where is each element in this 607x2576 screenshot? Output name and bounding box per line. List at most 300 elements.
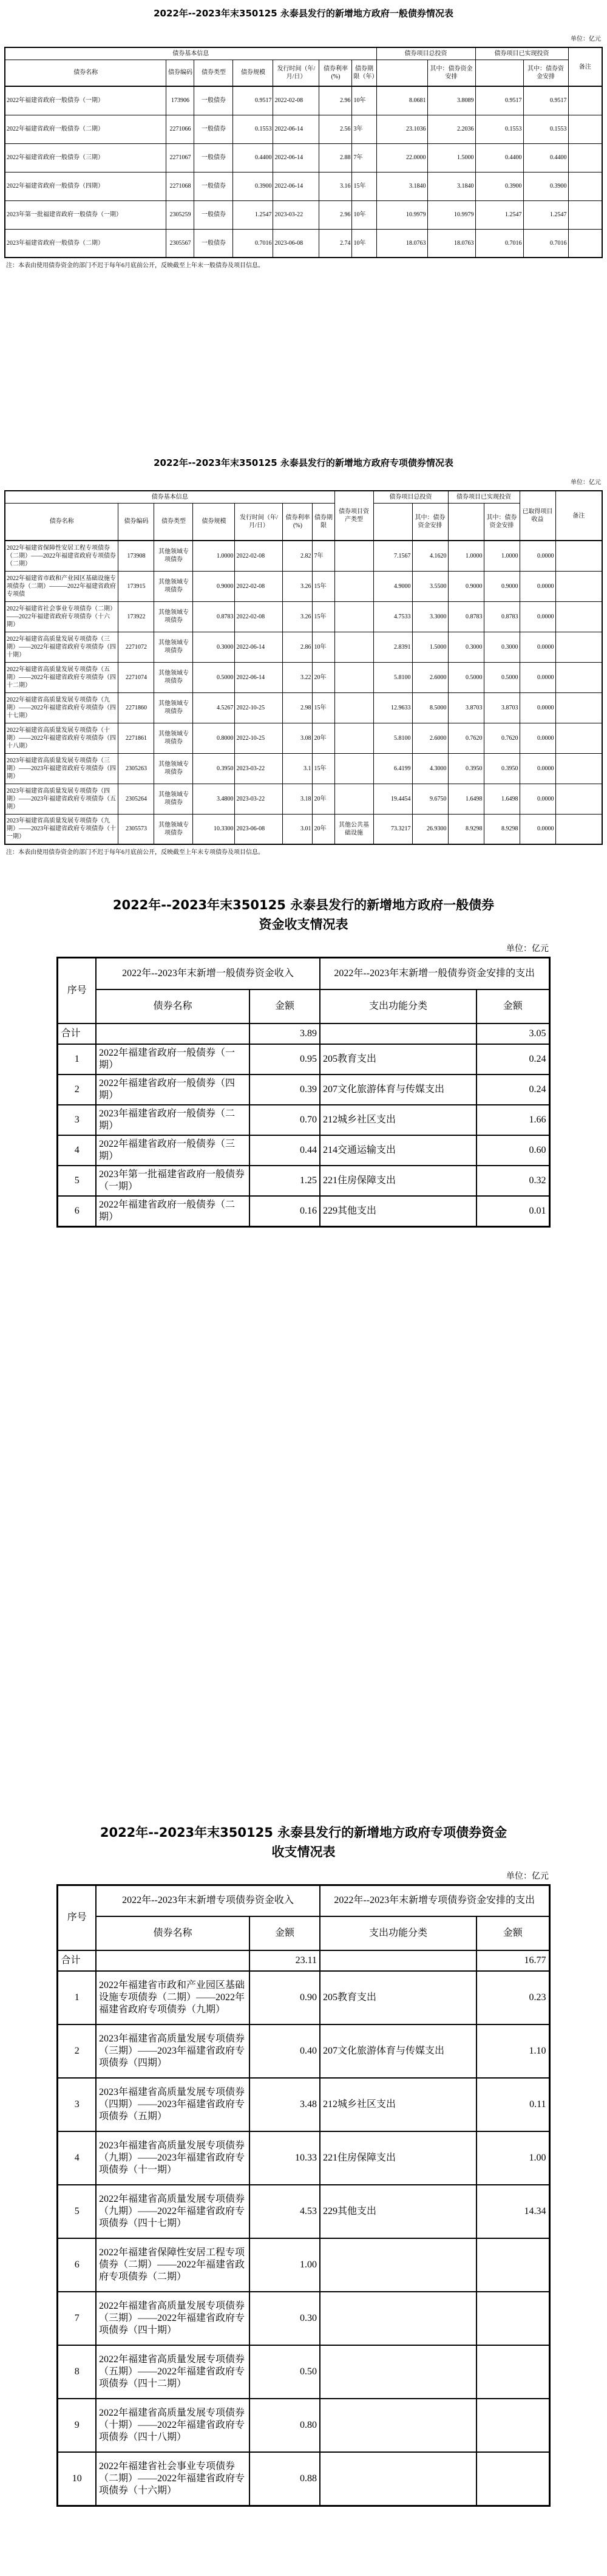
unit-label-special: 单位：亿元 [571, 479, 601, 486]
header-remark: 备注 [555, 491, 602, 541]
general-bond-table-header [5, 47, 602, 86]
cell: 其他领域专项债券 [154, 814, 193, 844]
cell: 0.4400 [475, 143, 523, 172]
header-income-group: 2022年--2023年末新增专项债券资金收入 [96, 1885, 320, 1916]
cell: 一般债券 [194, 115, 233, 143]
header-issue-date: 发行时间（年/月/日） [235, 503, 283, 541]
cell: 0.0000 [520, 662, 555, 692]
table-row [58, 1196, 549, 1227]
cell: 10年 [313, 632, 334, 662]
cell [334, 692, 373, 723]
cell: 0.0000 [520, 571, 555, 601]
table-row [5, 86, 602, 115]
cell: 0.3950 [193, 753, 235, 784]
cell: 2022年福建省高质量发展专项债券（十期）——2022年福建省政府专项债券（四十八期） [5, 723, 118, 753]
cell [320, 2345, 476, 2399]
cell: 212城乡社区支出 [320, 1105, 476, 1135]
cell: 205教育支出 [320, 1971, 476, 2024]
cell: 0.32 [476, 1166, 549, 1196]
cell: 2305259 [166, 200, 194, 229]
cell [476, 2345, 549, 2399]
cell: 4.1620 [412, 541, 448, 571]
cell: 16.77 [476, 1950, 549, 1971]
cell: 229其他支出 [320, 2185, 476, 2238]
cell: 1.0000 [193, 541, 235, 571]
cell: 0.8783 [484, 601, 520, 632]
cell: 1.5000 [427, 143, 475, 172]
cell: 2271860 [118, 692, 154, 723]
cell [334, 662, 373, 692]
cell: 2022-02-08 [235, 541, 283, 571]
cell: 4.5267 [193, 692, 235, 723]
cell [334, 632, 373, 662]
cell: 3.26 [283, 601, 313, 632]
cell: 26.9300 [412, 814, 448, 844]
cell [320, 2292, 476, 2345]
cell: 0.7016 [475, 229, 523, 258]
cell: 0.3000 [193, 632, 235, 662]
table-row [5, 662, 602, 692]
cell: 214交通运输支出 [320, 1135, 476, 1166]
special-bond-report-title: 2022年--2023年末350125 永泰县发行的新增地方政府专项债券情况表 [154, 457, 453, 468]
cell: 3.18 [283, 784, 313, 814]
cell: 0.3900 [475, 172, 523, 200]
cell: 0.3000 [484, 632, 520, 662]
cell: 2022年福建省政府一般债券（一期） [96, 1044, 249, 1074]
header-income-group: 2022年--2023年末新增一般债券资金收入 [96, 958, 320, 989]
cell: 2022年福建省政府一般债券（三期） [96, 1135, 249, 1166]
cell: 3.5500 [412, 571, 448, 601]
cell: 2022年福建省社会事业专项债券（二期）——2022年福建省政府专项债券（十六期） [5, 601, 118, 632]
cell: 1.2547 [475, 200, 523, 229]
cell [555, 692, 602, 723]
cell: 2022年福建省市政和产业园区基础设施专项债券（二期）——2022年福建省政府专项债券（九期） [96, 1971, 249, 2024]
cell: 18.0763 [376, 229, 427, 258]
cell: 1.6498 [484, 784, 520, 814]
cell: 2.82 [283, 541, 313, 571]
table-row [58, 2292, 549, 2345]
cell: 2022-02-08 [235, 571, 283, 601]
header-asset-type: 债券项目资产类型 [334, 491, 373, 541]
special-funds-table-header [58, 1885, 549, 1950]
cell: 4.3000 [412, 753, 448, 784]
cell: 0.9000 [484, 571, 520, 601]
cell [96, 1023, 249, 1044]
cell: 3年 [352, 115, 376, 143]
cell [555, 723, 602, 753]
table-row [58, 1135, 549, 1166]
cell: 7.1567 [373, 541, 412, 571]
header-total-inv-bond-share: 其中：债券资金安排 [412, 503, 448, 541]
cell: 23.11 [249, 1950, 320, 1971]
cell: 0.44 [249, 1135, 320, 1166]
cell: 3.8089 [427, 86, 475, 115]
cell [568, 172, 602, 200]
cell [320, 2399, 476, 2452]
cell: 0.5000 [448, 662, 484, 692]
cell: 20年 [313, 814, 334, 844]
table-row [58, 2185, 549, 2238]
table-row [5, 571, 602, 601]
cell: 0.60 [476, 1135, 549, 1166]
cell: 2022-06-14 [273, 115, 319, 143]
header-realized-investment: 债券项目已实现投资 [475, 47, 568, 60]
header-income-gained: 已取得项目收益 [520, 491, 555, 541]
cell: 1.6498 [448, 784, 484, 814]
table-row [5, 143, 602, 172]
cell: 0.50 [249, 2345, 320, 2399]
general-funds-table-body [58, 1023, 549, 1227]
unit-label-special-funds: 单位：亿元 [506, 1871, 549, 1881]
cell: 212城乡社区支出 [320, 2078, 476, 2131]
cell: 2271067 [166, 143, 194, 172]
cell: 5.8100 [373, 723, 412, 753]
cell: 20年 [313, 662, 334, 692]
header-group-row [58, 958, 549, 989]
header-remark: 备注 [568, 47, 602, 86]
table-row [58, 2345, 549, 2399]
header-bond-type: 债券类型 [154, 503, 193, 541]
general-bond-table-note: 注：本表由使用债券资金的部门不迟于每年6月底前公开，反映截至上年末一般债券及项目信息。 [6, 262, 264, 269]
cell: 0.7620 [484, 723, 520, 753]
cell: 2022-02-08 [273, 86, 319, 115]
unit-label-general-funds: 单位：亿元 [506, 945, 549, 954]
cell: 1.00 [249, 2238, 320, 2292]
header-realized-inv-blank [475, 60, 523, 86]
cell: 0.9000 [448, 571, 484, 601]
table-row [5, 692, 602, 723]
cell: 14.34 [476, 2185, 549, 2238]
general-funds-table-header [58, 958, 549, 1023]
cell [555, 662, 602, 692]
cell: 2305263 [118, 753, 154, 784]
header-bond-rate: 债券利率(%) [319, 60, 352, 86]
cell: 其他领域专项债券 [154, 662, 193, 692]
cell [320, 1950, 476, 1971]
special-funds-title-line1: 2022年--2023年末350125 永泰县发行的新增地方政府专项债券资金 [100, 1825, 507, 1840]
cell: 7年 [352, 143, 376, 172]
cell: 1.66 [476, 1105, 549, 1135]
table-row [58, 2399, 549, 2452]
cell: 4.53 [249, 2185, 320, 2238]
cell: 5 [58, 1166, 96, 1196]
cell: 1.2547 [523, 200, 568, 229]
cell: 0.40 [249, 2024, 320, 2078]
cell: 2023年第一批福建省政府一般债券（一期） [96, 1166, 249, 1196]
header-income-amount: 金额 [249, 1916, 320, 1950]
cell: 221住房保障支出 [320, 2131, 476, 2185]
cell: 0.3950 [448, 753, 484, 784]
header-realized-investment: 债券项目已实现投资 [448, 491, 520, 503]
cell: 22.0000 [376, 143, 427, 172]
cell: 一般债券 [194, 229, 233, 258]
cell: 9.6750 [412, 784, 448, 814]
cell: 2023年福建省高质量发展专项债券（三期）——2023年福建省政府专项债券（四期） [5, 753, 118, 784]
header-group-row [58, 1885, 549, 1916]
cell [476, 2238, 549, 2292]
cell: 3.3000 [412, 601, 448, 632]
cell: 0.01 [476, 1196, 549, 1227]
cell: 1.5000 [412, 632, 448, 662]
header-seq: 序号 [58, 958, 96, 1023]
table-row [58, 1105, 549, 1135]
table-row [5, 784, 602, 814]
table-row [5, 753, 602, 784]
cell: 3.1840 [427, 172, 475, 200]
header-bond-name: 债券名称 [96, 989, 249, 1023]
cell: 2.88 [319, 143, 352, 172]
header-cols-row [58, 989, 549, 1023]
header-total-inv-bond-share: 其中：债券资金安排 [427, 60, 475, 86]
cell: 2022-06-14 [235, 632, 283, 662]
cell: 2.56 [319, 115, 352, 143]
cell: 0.70 [249, 1105, 320, 1135]
special-funds-table-body [58, 1950, 549, 2506]
cell: 207文化旅游体育与传媒支出 [320, 2024, 476, 2078]
table-row [58, 2131, 549, 2185]
cell: 0.0000 [520, 692, 555, 723]
cell: 合计 [58, 1950, 96, 1971]
cell: 2022年福建省社会事业专项债券（二期）——2022年福建省政府专项债券（十六期） [96, 2452, 249, 2506]
special-bond-table-note: 注：本表由使用债券资金的部门不迟于每年6月底前公开，反映截至上年末专项债券及项目信息。 [6, 849, 264, 856]
header-total-investment: 债券项目总投资 [373, 491, 448, 503]
general-funds-report-title [0, 895, 607, 934]
header-expense-category: 支出功能分类 [320, 1916, 476, 1950]
cell: 0.1553 [523, 115, 568, 143]
header-cols-row [58, 1916, 549, 1950]
header-bond-rate: 债券利率(%) [283, 503, 313, 541]
cell [320, 2238, 476, 2292]
header-bond-scale: 债券规模 [233, 60, 273, 86]
cell: 2271074 [118, 662, 154, 692]
cell: 2.98 [283, 692, 313, 723]
cell: 2023-06-08 [273, 229, 319, 258]
header-bond-name: 债券名称 [5, 60, 166, 86]
cell: 0.39 [249, 1074, 320, 1105]
cell: 2022年福建省高质量发展专项债券（五期）——2022年福建省政府专项债券（四十二期） [96, 2345, 249, 2399]
cell: 2022-06-14 [273, 143, 319, 172]
cell [334, 571, 373, 601]
cell: 10.9979 [427, 200, 475, 229]
header-expense-group: 2022年--2023年末新增一般债券资金安排的支出 [320, 958, 549, 989]
cell: 2.8391 [373, 632, 412, 662]
cell: 合计 [58, 1023, 96, 1044]
cell: 8.9298 [484, 814, 520, 844]
table-row [58, 1023, 549, 1044]
cell: 2 [58, 2024, 96, 2078]
cell: 其他领域专项债券 [154, 541, 193, 571]
cell: 2022年福建省高质量发展专项债券（十期）——2022年福建省政府专项债券（四十八期） [96, 2399, 249, 2452]
special-funds-title-line2: 收支情况表 [271, 1844, 336, 1859]
cell: 2.6000 [412, 662, 448, 692]
cell: 173906 [166, 86, 194, 115]
cell: 其他领域专项债券 [154, 784, 193, 814]
table-row [58, 2238, 549, 2292]
cell: 0.0000 [520, 723, 555, 753]
cell: 3.8703 [484, 692, 520, 723]
cell: 1.0000 [484, 541, 520, 571]
general-bond-report-title: 2022年--2023年末350125 永泰县发行的新增地方政府一般债券情况表 [154, 8, 453, 19]
cell: 一般债券 [194, 172, 233, 200]
unit-label-general: 单位：亿元 [571, 36, 601, 43]
cell: 207文化旅游体育与传媒支出 [320, 1074, 476, 1105]
cell: 173922 [118, 601, 154, 632]
general-funds-table [56, 957, 550, 1228]
cell: 0.7016 [523, 229, 568, 258]
cell: 0.16 [249, 1196, 320, 1227]
table-row [5, 541, 602, 571]
cell: 3.01 [283, 814, 313, 844]
cell: 2.2036 [427, 115, 475, 143]
cell [555, 814, 602, 844]
cell: 15年 [313, 601, 334, 632]
cell: 其他领域专项债券 [154, 692, 193, 723]
table-row [5, 814, 602, 844]
header-bond-code: 债券编码 [166, 60, 194, 86]
cell: 0.7016 [233, 229, 273, 258]
cell: 2022年福建省政府一般债券（四期） [5, 172, 166, 200]
header-realized-inv-bond-share: 其中：债券资金安排 [523, 60, 568, 86]
cell: 1.00 [476, 2131, 549, 2185]
cell: 0.3950 [484, 753, 520, 784]
cell: 2.96 [319, 200, 352, 229]
cell: 0.24 [476, 1074, 549, 1105]
cell: 2023年福建省高质量发展专项债券（四期）——2023年福建省政府专项债券（五期） [96, 2078, 249, 2131]
cell: 0.0000 [520, 814, 555, 844]
cell: 3.26 [283, 571, 313, 601]
cell: 15年 [313, 571, 334, 601]
header-bond-code: 债券编码 [118, 503, 154, 541]
cell: 2305264 [118, 784, 154, 814]
table-row [5, 601, 602, 632]
cell: 2022年福建省保障性安居工程专项债券（二期）——2022年福建省政府专项债券（二期） [96, 2238, 249, 2292]
cell [555, 541, 602, 571]
cell: 2022年福建省高质量发展专项债券（九期）——2022年福建省政府专项债券（四十七期） [5, 692, 118, 723]
cell: 0.23 [476, 1971, 549, 2024]
header-group-row [5, 491, 602, 503]
cell: 2022-06-14 [273, 172, 319, 200]
cell: 15年 [313, 692, 334, 723]
header-realized-inv-blank [448, 503, 484, 541]
cell: 2 [58, 1074, 96, 1105]
cell: 0.7620 [448, 723, 484, 753]
cell [476, 2399, 549, 2452]
cell: 173908 [118, 541, 154, 571]
cell: 2023-03-22 [273, 200, 319, 229]
cell: 2271068 [166, 172, 194, 200]
cell: 2023年第一批福建省政府一般债券（一期） [5, 200, 166, 229]
cell: 0.95 [249, 1044, 320, 1074]
cell [334, 601, 373, 632]
cell: 一般债券 [194, 143, 233, 172]
cell: 0.80 [249, 2399, 320, 2452]
header-issue-date: 发行时间（年/月/日） [273, 60, 319, 86]
table-row [5, 172, 602, 200]
cell: 其他领域专项债券 [154, 632, 193, 662]
general-funds-title-line1: 2022年--2023年末350125 永泰县发行的新增地方政府一般债券 [112, 898, 495, 912]
cell: 1 [58, 1044, 96, 1074]
cell: 0.8783 [193, 601, 235, 632]
cell: 0.5000 [484, 662, 520, 692]
cell: 9 [58, 2399, 96, 2452]
cell: 0.1553 [233, 115, 273, 143]
cell: 3.89 [249, 1023, 320, 1044]
cell: 0.0000 [520, 601, 555, 632]
cell: 0.9000 [193, 571, 235, 601]
cell: 0.5000 [193, 662, 235, 692]
cell: 6 [58, 2238, 96, 2292]
cell: 6.4199 [373, 753, 412, 784]
table-row [5, 632, 602, 662]
cell: 12.9633 [373, 692, 412, 723]
cell: 0.3900 [523, 172, 568, 200]
cell: 2022年福建省政府一般债券（四期） [96, 1074, 249, 1105]
table-row [5, 723, 602, 753]
cell: 3.08 [283, 723, 313, 753]
general-funds-title-line2: 资金收支情况表 [259, 917, 348, 932]
table-row [5, 200, 602, 229]
cell: 8.9298 [448, 814, 484, 844]
header-total-inv-blank [373, 503, 412, 541]
cell [568, 86, 602, 115]
table-row [5, 229, 602, 258]
cell [334, 784, 373, 814]
cell [334, 723, 373, 753]
cell: 3 [58, 1105, 96, 1135]
cell: 一般债券 [194, 86, 233, 115]
header-cols-row [5, 503, 602, 541]
cell: 2.6000 [412, 723, 448, 753]
cell: 0.0000 [520, 753, 555, 784]
cell: 10年 [352, 200, 376, 229]
cell: 2023年福建省高质量发展专项债券（三期）——2023年福建省政府专项债券（四期） [96, 2024, 249, 2078]
header-basic-info: 债券基本信息 [5, 47, 376, 60]
cell: 0.9517 [475, 86, 523, 115]
header-income-amount: 金额 [249, 989, 320, 1023]
table-row [58, 1971, 549, 2024]
cell: 2.74 [319, 229, 352, 258]
cell: 2023年福建省高质量发展专项债券（九期）——2023年福建省政府专项债券（十一期） [5, 814, 118, 844]
cell: 5 [58, 2185, 96, 2238]
cell: 其他领域专项债券 [154, 723, 193, 753]
cell: 3.48 [249, 2078, 320, 2131]
header-basic-info: 债券基本信息 [5, 491, 334, 503]
cell: 其他公共基础设施 [334, 814, 373, 844]
header-bond-type: 债券类型 [194, 60, 233, 86]
cell [555, 753, 602, 784]
cell [555, 632, 602, 662]
header-expense-amount: 金额 [476, 989, 549, 1023]
cell: 19.4454 [373, 784, 412, 814]
cell: 10年 [352, 86, 376, 115]
general-bond-table [4, 47, 603, 258]
cell: 7年 [313, 541, 334, 571]
header-group-row [5, 47, 602, 60]
table-row [58, 2024, 549, 2078]
cell: 3.4800 [193, 784, 235, 814]
cell: 2023-03-22 [235, 753, 283, 784]
cell: 0.0000 [520, 541, 555, 571]
cell [320, 1023, 476, 1044]
cell [334, 541, 373, 571]
cell: 2022年福建省高质量发展专项债券（九期）——2022年福建省政府专项债券（四十七期） [96, 2185, 249, 2238]
cell: 0.4400 [233, 143, 273, 172]
cell: 其他领域专项债券 [154, 753, 193, 784]
cell: 23.1036 [376, 115, 427, 143]
cell: 6 [58, 1196, 96, 1227]
special-funds-report-title [0, 1823, 607, 1862]
cell: 10.9979 [376, 200, 427, 229]
